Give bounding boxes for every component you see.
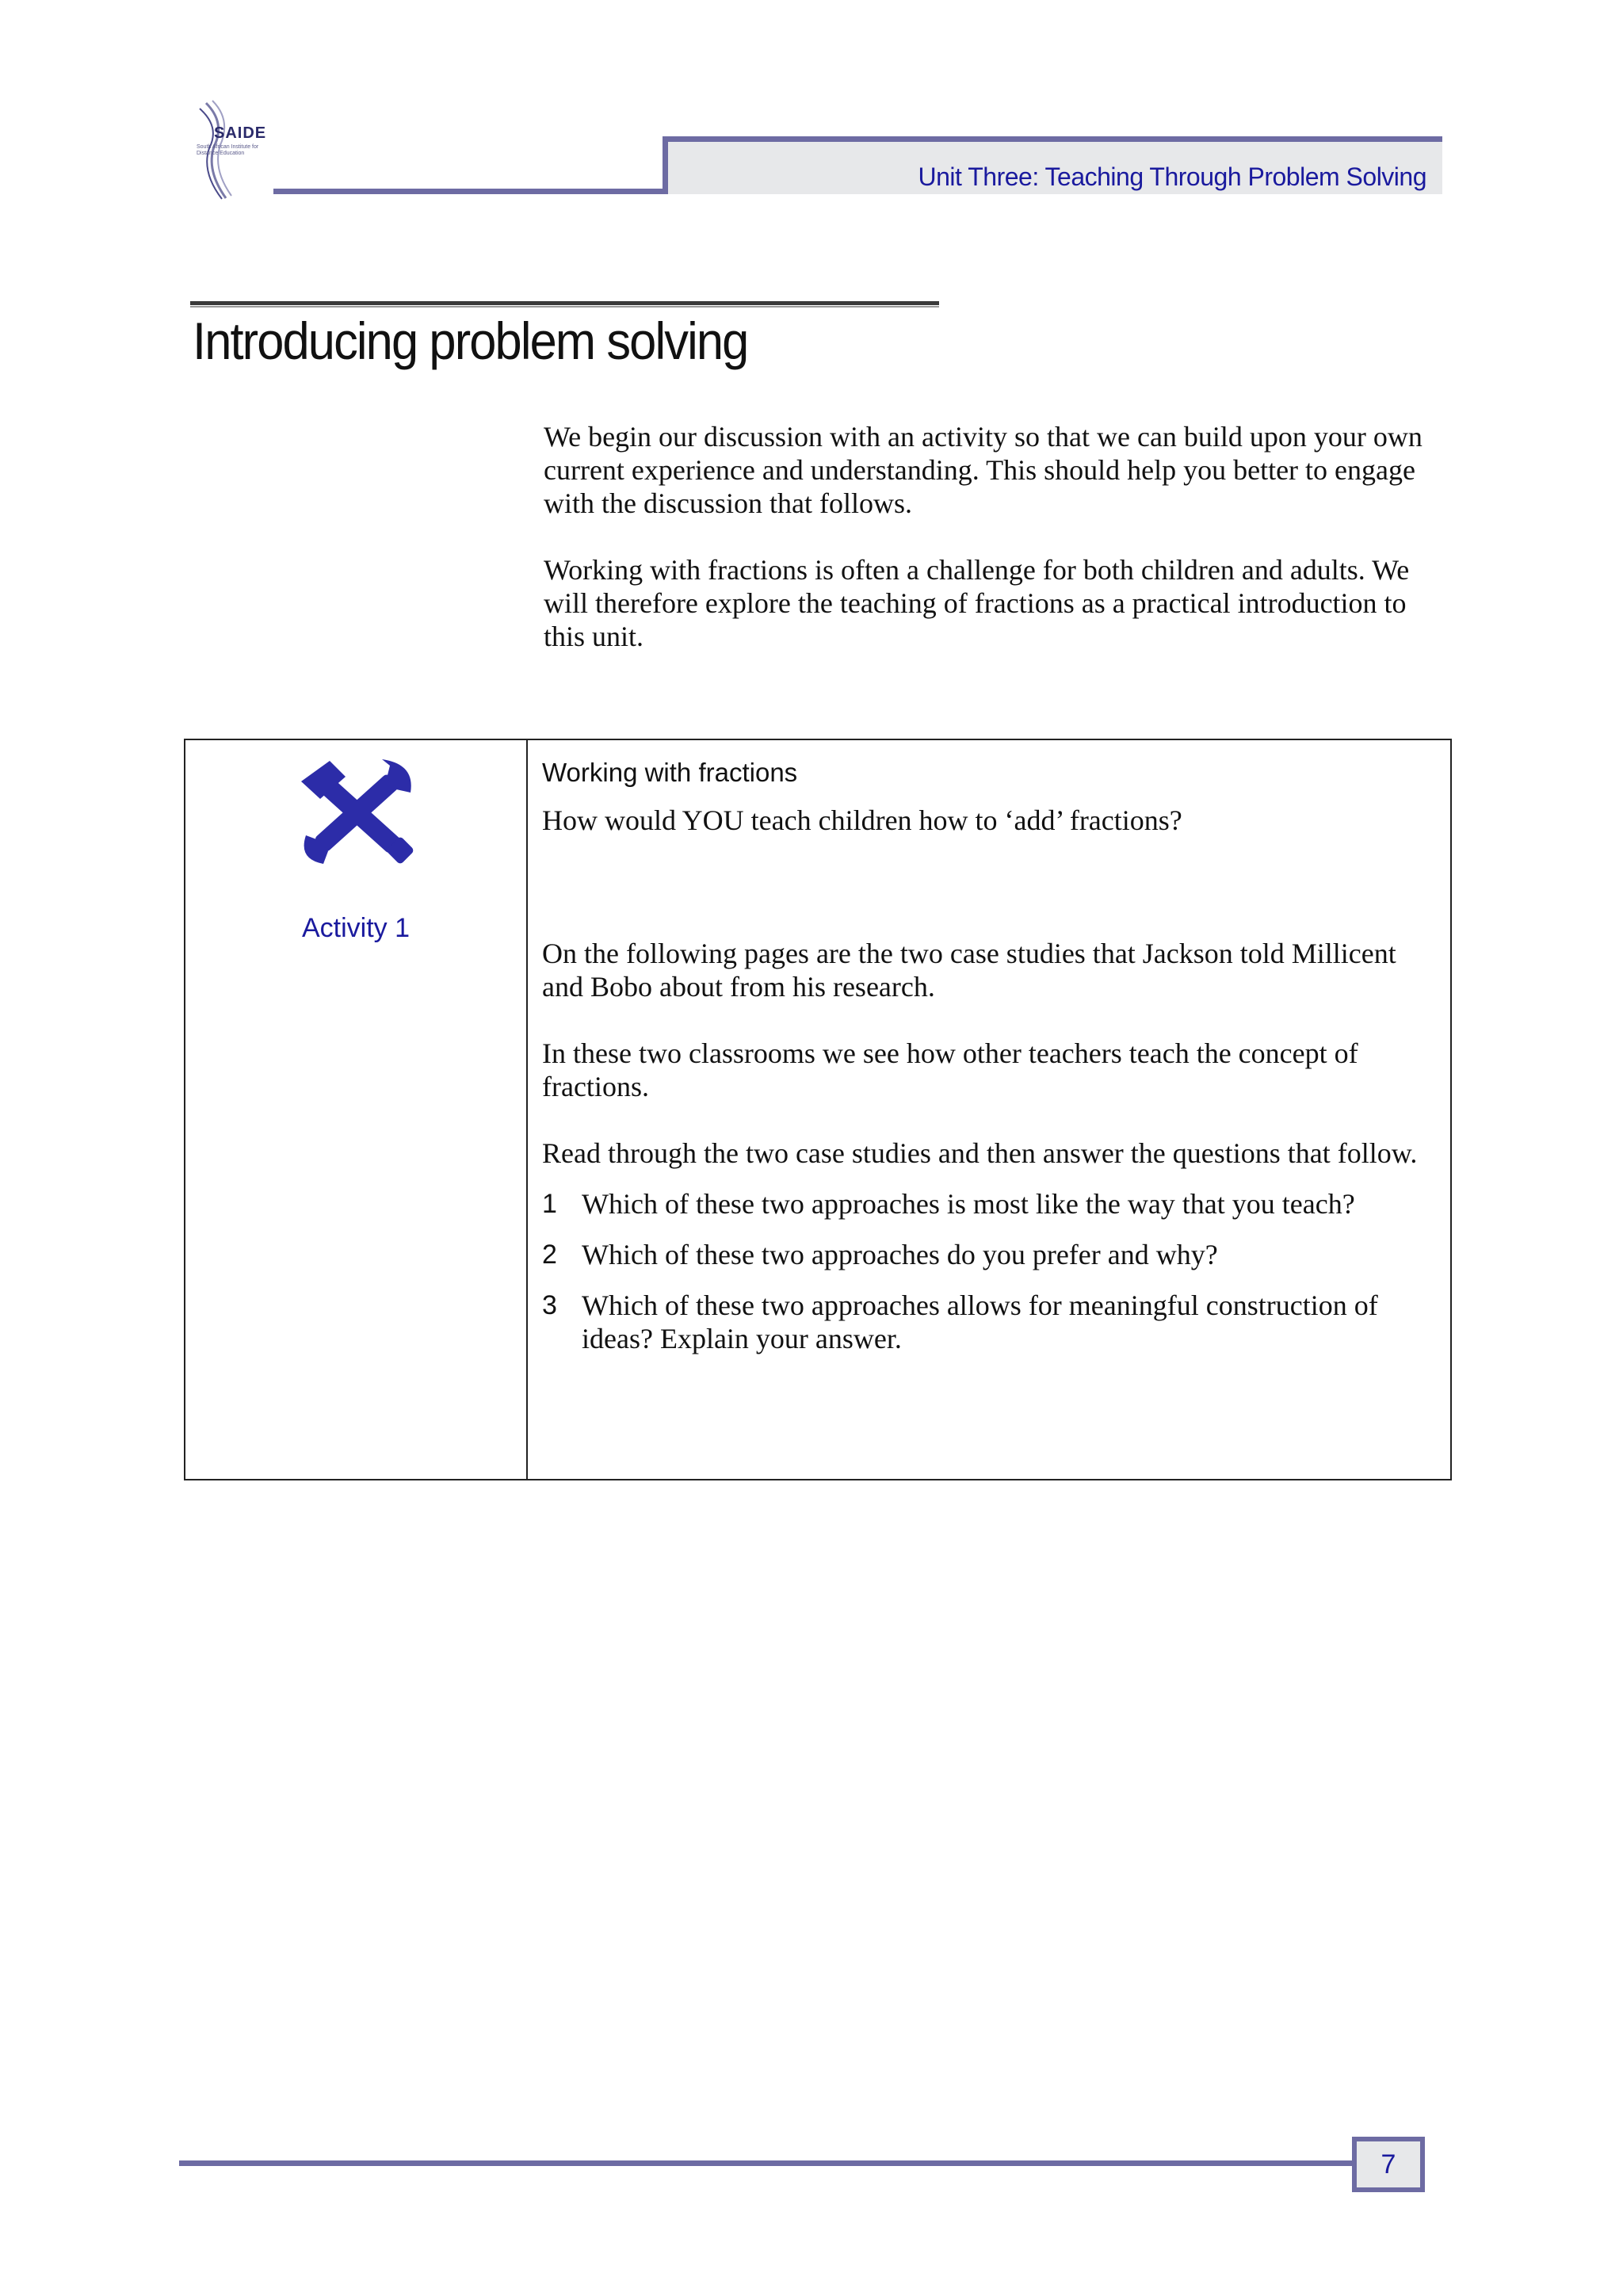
logo-text: SAIDE [214, 124, 267, 142]
list-item [542, 1289, 1438, 1355]
question-list [542, 1187, 1438, 1355]
intro-paragraph: Working with fractions is often a challenge for both children and adults. We will therefore explore the teaching of fractions as a practical introduction to this unit. [544, 554, 1410, 652]
page-title: Introducing problem solving [193, 311, 748, 370]
title-rule-shadow [190, 306, 939, 308]
page-number: 7 [1381, 2149, 1396, 2179]
title-rule [190, 301, 939, 305]
footer-rule [179, 2160, 1354, 2166]
question-number: 1 [542, 1189, 557, 1219]
logo-subtext: South African Institute for Distance Education [197, 144, 259, 156]
question-text: Which of these two approaches allows for meaningful construction of ideas? Explain your answer. [582, 1289, 1378, 1354]
activity-box [184, 739, 1452, 1480]
activity-question: How would YOU teach children how to ‘add’ fractions? [542, 804, 1182, 836]
list-item [542, 1238, 1438, 1271]
question-text: Which of these two approaches do you prefer and why? [582, 1239, 1218, 1270]
activity-paragraph: Read through the two case studies and then answer the questions that follow. [542, 1137, 1418, 1169]
header-banner [663, 136, 1442, 194]
tools-icon [296, 758, 415, 865]
activity-paragraph: On the following pages are the two case studies that Jackson told Millicent and Bobo about from his research. [542, 938, 1396, 1003]
list-item [542, 1187, 1438, 1221]
activity-label: Activity 1 [301, 913, 411, 943]
activity-heading: Working with fractions [542, 758, 798, 787]
page-number-box [1352, 2137, 1425, 2192]
intro-text [544, 420, 1447, 686]
activity-content [542, 756, 1438, 1373]
activity-divider [526, 740, 528, 1479]
activity-paragraph: In these two classrooms we see how other teachers teach the concept of fractions. [542, 1037, 1358, 1102]
unit-title: Unit Three: Teaching Through Problem Solving [918, 162, 1426, 191]
header-rule [273, 189, 666, 194]
intro-paragraph: We begin our discussion with an activity so that we can build upon your own current experience and understanding. This should help you better to engage with the discussion that follows. [544, 421, 1423, 519]
question-number: 2 [542, 1240, 557, 1270]
question-text: Which of these two approaches is most like the way that you teach? [582, 1188, 1355, 1220]
question-number: 3 [542, 1290, 557, 1320]
